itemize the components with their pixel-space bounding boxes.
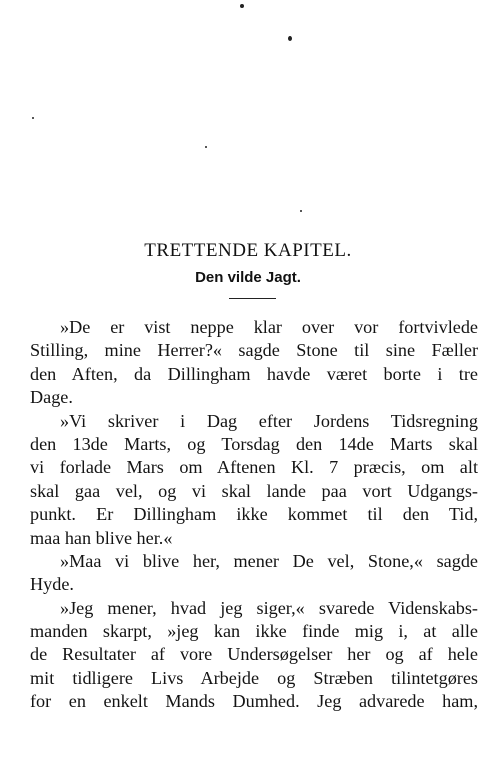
section-divider [229,298,276,299]
text-line: den Aften, da Dillingham havde været borte i tre [30,363,478,384]
scan-speck [205,146,207,148]
scan-speck [300,210,302,212]
text-line: vi forlade Mars om Aftenen Kl. 7 præcis, om alt [30,457,478,478]
text-line: »Vi skriver i Dag efter Jordens Tidsregning [60,410,478,431]
text-line: manden skarpt, »jeg kan ikke finde mig i, at alle [30,621,478,642]
text-line: for en enkelt Mands Dumhed. Jeg advarede ham, [30,691,478,712]
scan-speck [288,36,292,41]
text-line: de Resultater af vore Undersøgelser her og af hele [30,644,478,665]
text-line: Stilling, mine Herrer?« sagde Stone til sine Fæller [30,340,478,361]
text-line: skal gaa vel, og vi skal lande paa vort Udgangs- [30,480,478,501]
scan-speck [240,4,244,8]
text-line: maa han blive her.« [30,527,173,548]
text-line: »De er vist neppe klar over vor fortvivlede [60,317,478,337]
scan-speck [32,117,34,119]
text-line: punkt. Er Dillingham ikke kommet til den Tid, [30,504,478,525]
text-line: »Maa vi blive her, mener De vel, Stone,« sagde [60,550,478,571]
text-line: Hyde. [30,574,74,595]
text-line: den 13de Marts, og Torsdag den 14de Marts skal [30,433,478,454]
text-line: »Jeg mener, hvad jeg siger,« svarede Videnskabs- [60,597,478,618]
text-line: Dage. [30,387,73,408]
body-text [30,316,478,714]
text-line: mit tidligere Livs Arbejde og Stræben tilintetgøres [30,667,478,688]
chapter-title: TRETTENDE KAPITEL. [144,240,352,261]
chapter-subtitle: Den vilde Jagt. [195,269,301,286]
